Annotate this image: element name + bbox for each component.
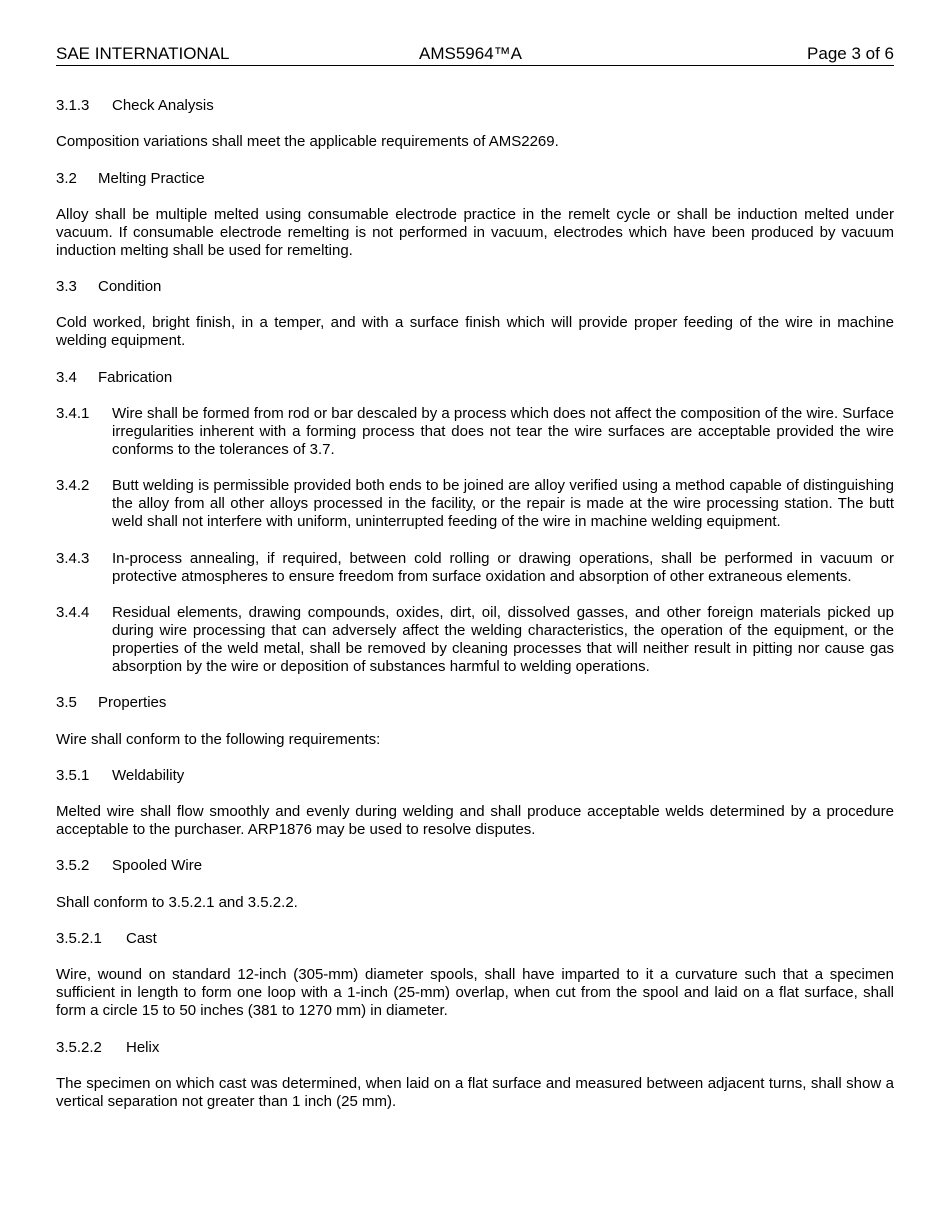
section-text-3-5: Wire shall conform to the following requirements:	[56, 730, 381, 748]
document-body	[56, 97, 894, 1111]
section-text: Wire shall be formed from rod or bar descaled by a process which does not affect the composition of the wire. Surface irregularities inherent with a forming process that does not tear the wire surfaces are acceptable provided the wire conforms to the tolerances of 3.7.	[112, 405, 894, 459]
section-text: Residual elements, drawing compounds, oxides, dirt, oil, dissolved gasses, and other foreign materials picked up during wire processing that can adversely affect the welding characteristics, the operation of the equipment, or the properties of the weld metal, shall be removed by cleaning processes that will neither result in pitting nor cause gas absorption by the wire or deposition of substances harmful to welding operations.	[112, 603, 894, 675]
section-title: Melting Practice	[98, 169, 205, 187]
section-title: Condition	[98, 278, 162, 296]
section-paragraph-3-4-1	[56, 405, 894, 459]
section-heading-3-3	[56, 278, 894, 296]
section-number: 3.2	[56, 169, 77, 187]
section-number: 3.4.2	[56, 477, 90, 495]
section-title: Weldability	[112, 766, 185, 784]
section-title: Check Analysis	[112, 97, 214, 114]
section-text-3-2: Alloy shall be multiple melted using consumable electrode practice in the remelt cycle or shall be induction melted under vacuum. If consumable electrode remelting is not performed in vacuum, electrodes which have been produced by vacuum induction melting shall be used for remelting.	[56, 205, 894, 259]
section-number: 3.4.4	[56, 603, 90, 621]
section-number: 3.4.3	[56, 549, 90, 567]
section-heading-3-5-2-1	[56, 930, 894, 948]
header-page-number: Page 3 of 6	[807, 44, 894, 63]
section-number: 3.5.2.1	[56, 930, 102, 948]
section-number: 3.5.1	[56, 766, 90, 784]
section-number: 3.3	[56, 278, 77, 296]
section-paragraph-3-4-2	[56, 477, 894, 531]
section-paragraph-3-4-3	[56, 550, 894, 586]
section-text-3-5-2-1: Wire, wound on standard 12-inch (305-mm) diameter spools, shall have imparted to it a curvature such that a specimen sufficient in length to form one loop with a 1-inch (25-mm) overlap, when cut from the spool and laid on a flat surface, shall form a circle 15 to 50 inches (381 to 1270 mm) in diameter.	[56, 966, 894, 1020]
section-title: Properties	[98, 694, 167, 712]
section-heading-3-5-2	[56, 857, 894, 875]
section-number: 3.5.2	[56, 857, 90, 875]
section-number: 3.4.1	[56, 405, 90, 423]
section-number: 3.5.2.2	[56, 1038, 102, 1056]
section-heading-3-1-3	[56, 97, 894, 115]
section-text-3-5-2-2: The specimen on which cast was determined, when laid on a flat surface and measured between adjacent turns, shall show a vertical separation not greater than 1 inch (25 mm).	[56, 1074, 894, 1110]
section-heading-3-2	[56, 170, 894, 188]
section-heading-3-5-2-2	[56, 1039, 894, 1057]
section-text: Butt welding is permissible provided both ends to be joined are alloy verified using a method capable of distinguishing the alloy from all other alloys processed in the facility, or the repair is made at the wire processing station. The butt weld shall not interfere with uniform, uninterrupted feeding of the wire in machine welding equipment.	[112, 477, 894, 531]
section-number: 3.4	[56, 368, 77, 386]
section-title: Cast	[126, 930, 157, 948]
header-document-id: AMS5964™A	[419, 44, 522, 63]
section-number: 3.1.3	[56, 97, 90, 114]
section-title: Fabrication	[98, 368, 173, 386]
section-paragraph-3-4-4	[56, 604, 894, 676]
section-number: 3.5	[56, 694, 77, 712]
section-text-3-5-1: Melted wire shall flow smoothly and evenly during welding and shall produce acceptable welds determined by a procedure acceptable to the purchaser. ARP1876 may be used to resolve disputes.	[56, 803, 894, 839]
section-title: Spooled Wire	[112, 857, 203, 875]
header-organization: SAE INTERNATIONAL	[56, 44, 230, 63]
section-heading-3-5	[56, 694, 894, 712]
section-text-3-3: Cold worked, bright finish, in a temper, and with a surface finish which will provide proper feeding of the wire in machine welding equipment.	[56, 314, 894, 350]
section-text-3-5-2: Shall conform to 3.5.2.1 and 3.5.2.2.	[56, 893, 298, 911]
page-header	[56, 44, 894, 66]
section-text: In-process annealing, if required, between cold rolling or drawing operations, shall be performed in vacuum or protective atmospheres to ensure freedom from surface oxidation and absorption of other extraneous elements.	[112, 549, 894, 585]
section-title: Helix	[126, 1038, 160, 1056]
section-text-3-1-3: Composition variations shall meet the applicable requirements of AMS2269.	[56, 133, 559, 151]
section-heading-3-4	[56, 369, 894, 387]
section-heading-3-5-1	[56, 767, 894, 785]
